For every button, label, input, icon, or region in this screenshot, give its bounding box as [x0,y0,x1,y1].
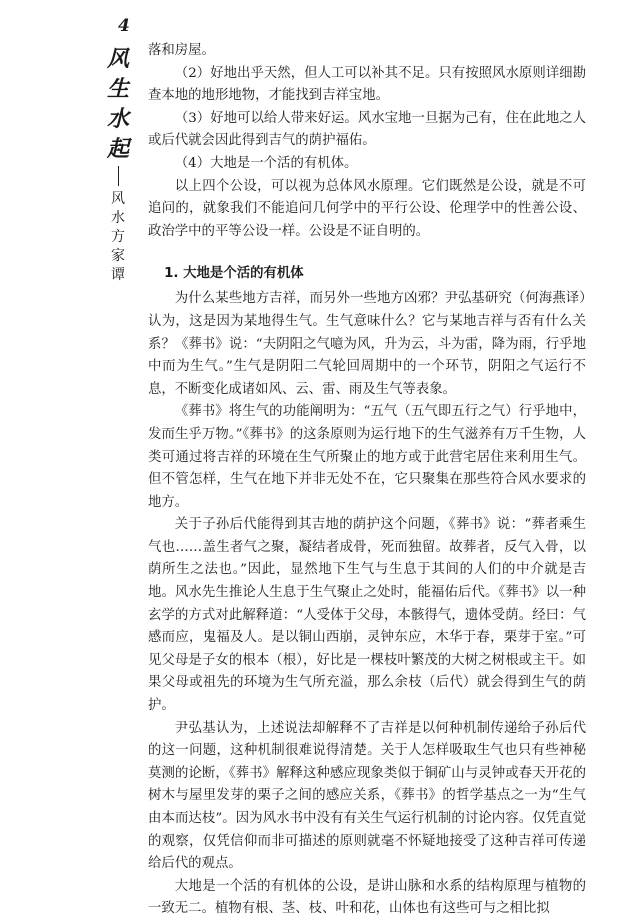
body-text [148,40,586,921]
paragraph: 落和房屋。 [148,43,215,58]
paragraph: （4）大地是一个活的有机体。 [174,155,358,171]
paragraph: 为什么某些地方吉祥，而另外一些地方凶邪？尹弘基研究（何海燕译）认为，这是因为某地得生气。生气意味什么？它与某地吉祥与否有什么关系？《葬书》说：“夫阴阳之气噫为风，升为云，斗为雷，降为雨，行乎地中而为生气。”生气是阴阳二气轮回周期中的一个环节，阴阳之气运行不息，不断变化成诸如风、云、雷、雨及生气等表象。 [148,291,586,397]
paragraph: （3）好地可以给人带来好运。风水宝地一旦据为己有，住在此地之人或后代就会因此得到吉气的荫护福佑。 [148,110,586,149]
running-subtitle-char: 谭 [111,267,125,283]
paragraph: 大地是一个活的有机体的公设，是讲山脉和水系的结构原理与植物的一致无二。植物有根、茎、枝、叶和花，山体也有这些可与之相比拟 [148,878,586,917]
running-title-char: 起 [107,136,130,162]
paragraph: 尹弘基认为，上述说法却解释不了吉祥是以何种机制传递给子孙后代的这一问题，这种机制很难说得清楚。关于人怎样吸取生气也只有些神秘莫测的论断，《葬书》解释这种感应现象类似于铜矿山与灵钟或春天开花的树木与屋里发芽的栗子之间的感应关系，《葬书》的哲学基点之一为“生气由本而达枝”。因为风水书中没有有关生气运行机制的讨论内容。仅凭直觉的观察，仅凭信仰而非可描述的原则就毫不怀疑地接受了这种吉祥可传递给后代的观点。 [148,720,586,872]
paragraph: 关于子孙后代能得到其吉地的荫护这个问题，《葬书》说：“葬者乘生气也……盖生者气之聚，凝结者成骨，死而独留。故葬者，反气入骨，以荫所生之法也。”因此，显然地下生气与生息于其间的人们的中介就是吉地。风水先生推论人生息于生气聚止之处时，能福佑后代。《葬书》以一种玄学的方式对此解释道：“人受体于父母，本骸得气，遗体受荫。经曰：气感而应，鬼福及人。是以铜山西崩，灵钟东应，木华于春，栗芽于室。”可见父母是子女的根本（根），好比是一棵枝叶繁茂的大树之树根或主干。如果父母或祖先的环境为生气所充溢，那么余枝（后代）就会得到生气的荫护。 [148,517,586,714]
running-title [107,44,129,285]
page-number: 4 [118,16,130,36]
running-title-char: 风 [107,46,130,72]
running-subtitle-char: 水 [111,210,125,226]
running-title-divider [118,166,119,186]
running-subtitle-char: 方 [111,229,125,245]
running-subtitle-char: 家 [111,248,125,264]
running-title-char: 生 [107,76,130,102]
running-subtitle-char: 风 [111,191,125,207]
paragraph: （2）好地出乎天然，但人工可以补其不足。只有按照风水原则详细勘查本地的地形地物，才能找到吉祥宝地。 [148,65,586,104]
paragraph: 以上四个公设，可以视为总体风水原理。它们既然是公设，就是不可追问的，就象我们不能追问几何学中的平行公设、伦理学中的性善公设、政治学中的平等公设一样。公设是不证自明的。 [148,178,586,239]
section-heading: 1. 大地是个活的有机体 [164,266,304,282]
paragraph: 《葬书》将生气的功能阐明为：“五气（五气即五行之气）行乎地中，发而生乎万物。”《葬书》的这条原则为运行地下的生气滋养有万千生物，人类可通过将吉祥的环境在生气所聚止的地方或于此营宅居住来利用生气。但不管怎样，生气在地下并非无处不在，它只聚集在那些符合风水要求的地方。 [148,404,586,510]
running-title-char: 水 [107,106,130,132]
